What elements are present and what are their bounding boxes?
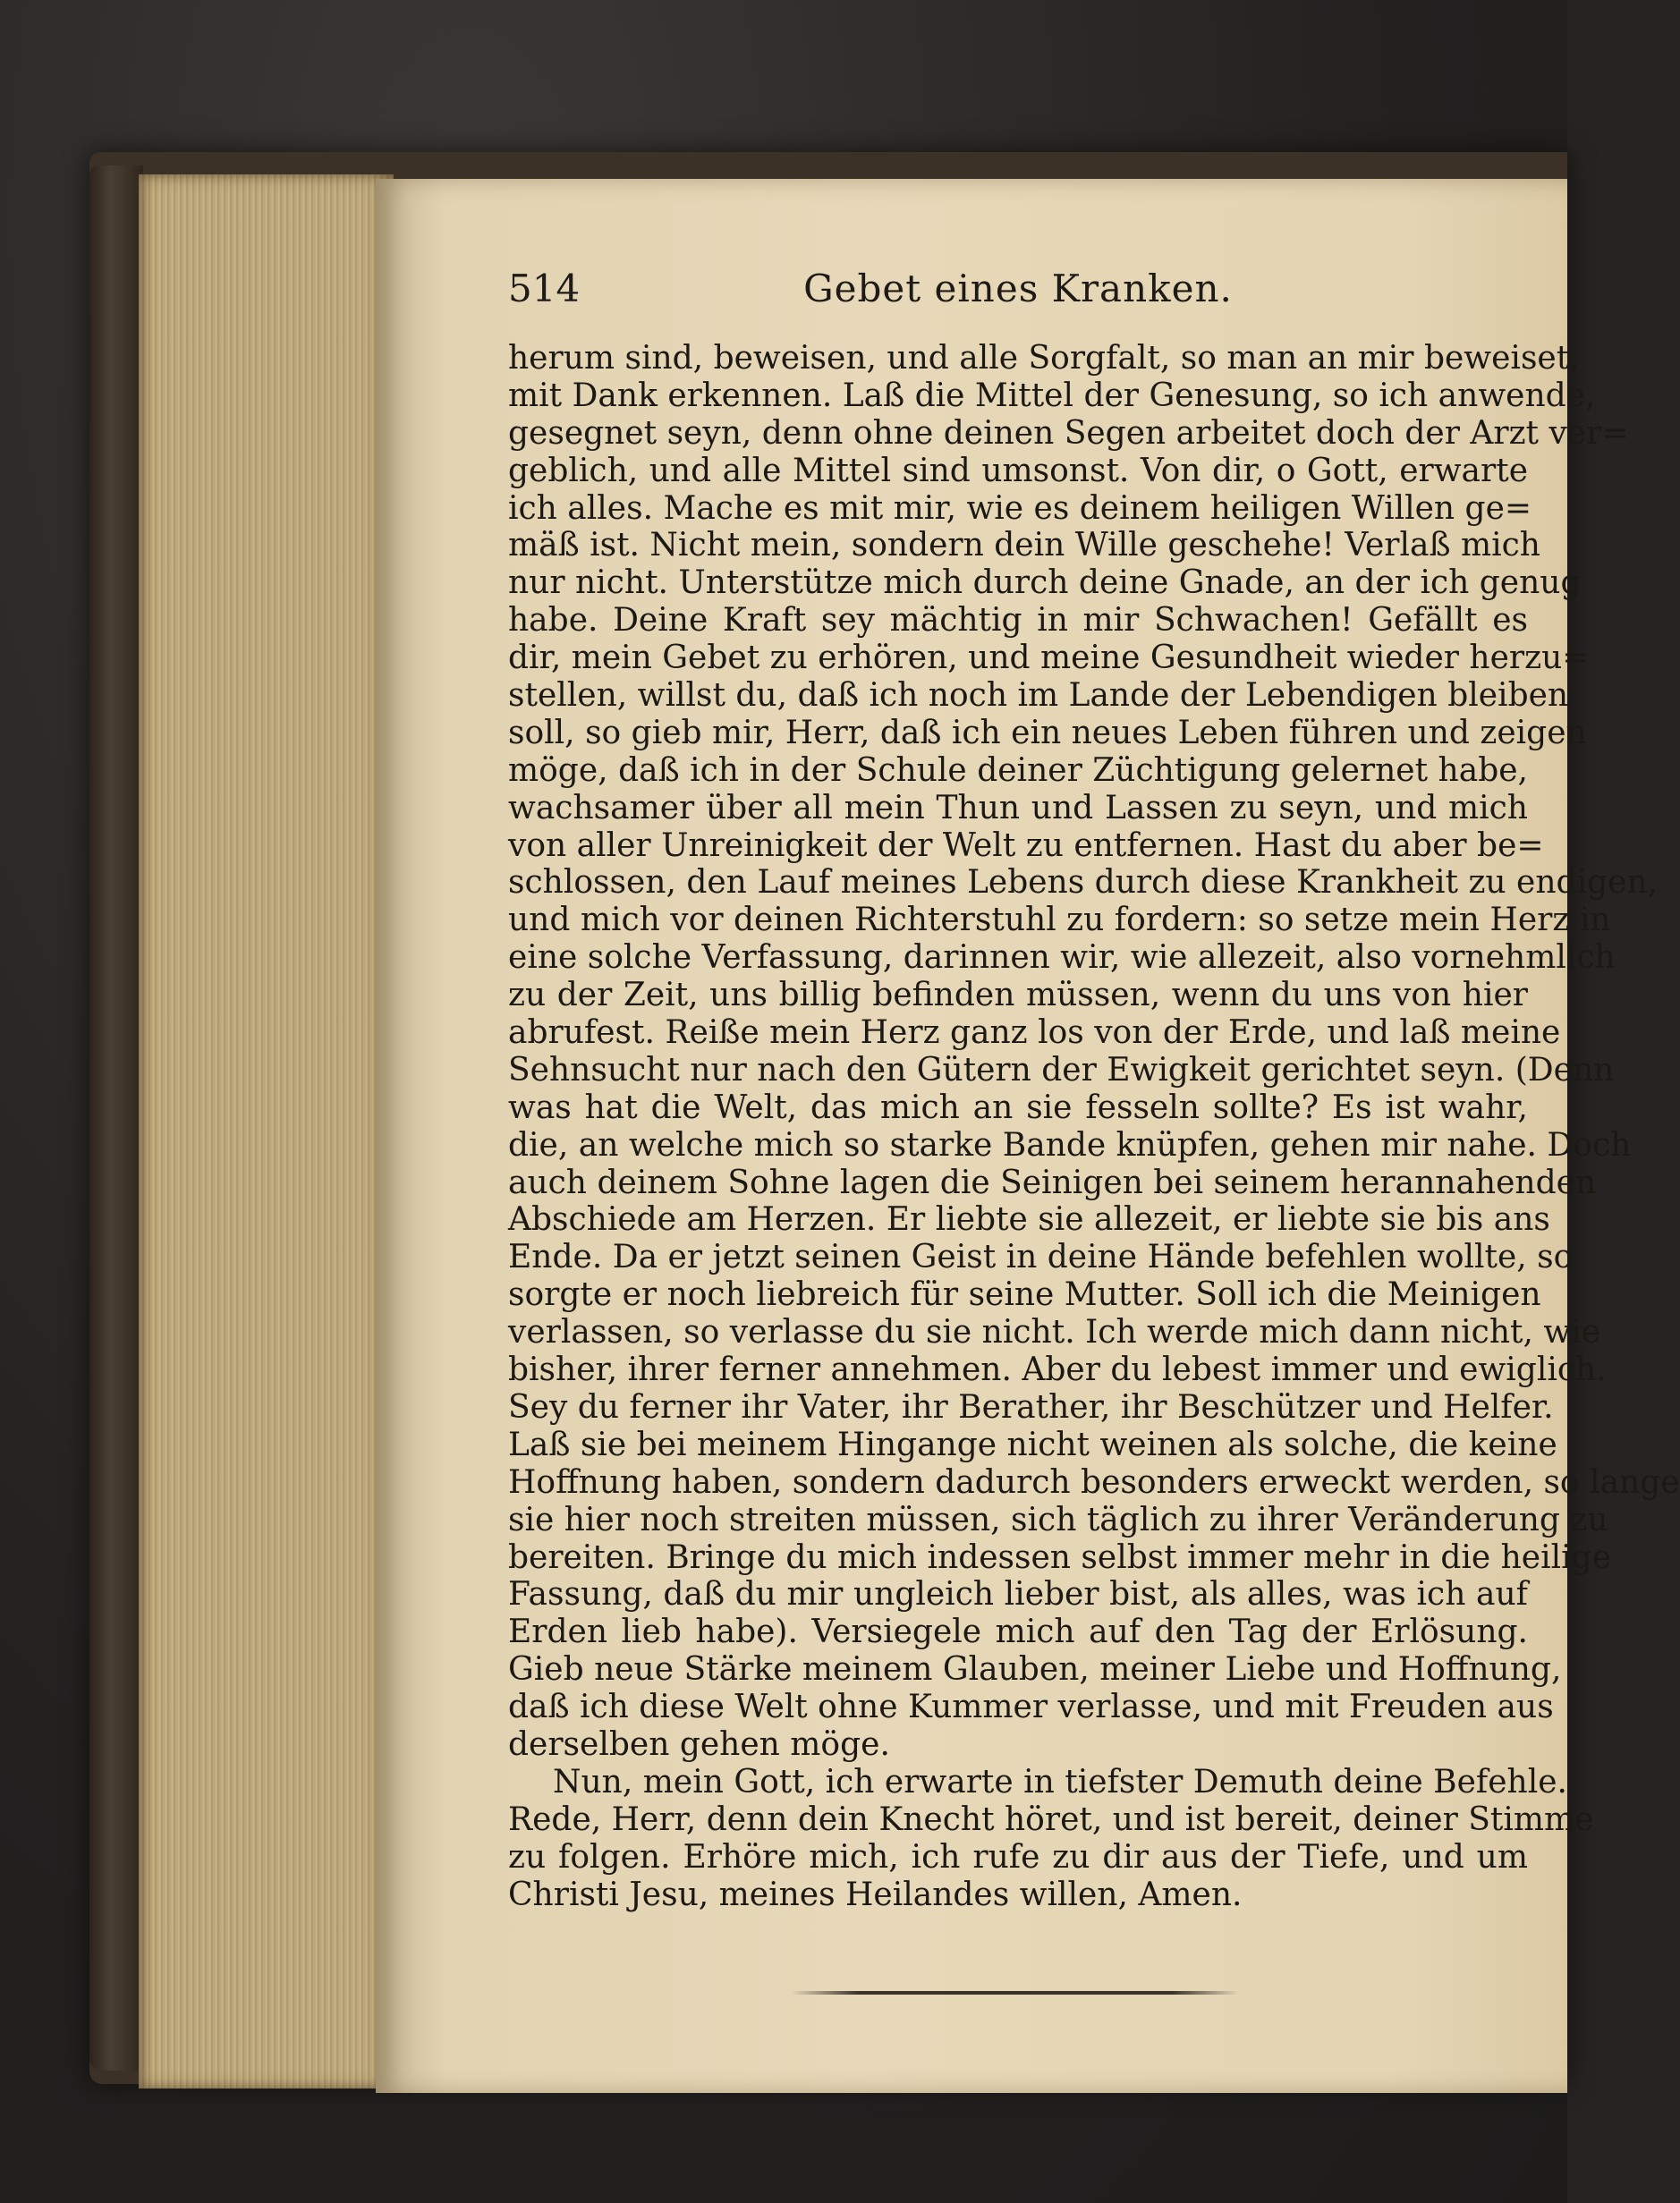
text-line: die, an welche mich so starke Bande knüpfen, gehen mir nahe. Doch [508,1126,1632,1164]
text-line: Sehnsucht nur nach den Gütern der Ewigkeit gerichtet seyn. (Denn [508,1051,1615,1089]
text-line: eine solche Verfassung, darinnen wir, wie allezeit, also vornehmlich [508,939,1616,977]
text-line: mit Dank erkennen. Laß die Mittel der Genesung, so ich anwende, [508,377,1596,414]
text-line: zu der Zeit, uns billig befinden müssen, wenn du uns von hier [508,977,1528,1014]
running-head: Gebet eines Kranken. [803,267,1233,310]
text-line: möge, daß ich in der Schule deiner Züchtigung gelernet habe, [508,751,1528,789]
paragraph [508,1763,1594,1914]
text-line: nur nicht. Unterstütze mich durch deine Gnade, an der ich genug [508,564,1582,602]
paragraph [508,340,1680,1764]
text-line: schlossen, den Lauf meines Lebens durch diese Krankheit zu endigen, [508,864,1659,902]
text-line: was hat die Welt, das mich an sie fesseln sollte? Es ist wahr, [508,1089,1528,1126]
text-line: sorgte er noch liebreich für seine Mutter. Soll ich die Meinigen [508,1276,1541,1314]
text-line: zu folgen. Erhöre mich, ich rufe zu dir aus der Tiefe, und um [508,1838,1528,1876]
page-edges [139,174,394,2089]
text-line: auch deinem Sohne lagen die Seinigen bei seinem herannahenden [508,1164,1597,1201]
book-cover-edge [89,165,143,2071]
text-line: geblich, und alle Mittel sind umsonst. Von dir, o Gott, erwarte [508,452,1528,489]
text-line: und mich vor deinen Richterstuhl zu fordern: so setze mein Herz in [508,902,1611,939]
page-header [508,267,1528,320]
text-line: Hoffnung haben, sondern dadurch besonders erweckt werden, so lange [508,1463,1680,1501]
text-line: herum sind, beweisen, und alle Sorgfalt, so man an mir beweiset, [508,340,1580,377]
text-line: habe. Deine Kraft sey mächtig in mir Schwachen! Gefällt es [508,602,1528,640]
text-line: Abschiede am Herzen. Er liebte sie allezeit, er liebte sie bis ans [508,1201,1550,1239]
end-rule [792,1991,1239,1995]
body-text [508,340,1680,1913]
text-line: daß ich diese Welt ohne Kummer verlasse, und mit Freuden aus [508,1689,1554,1726]
text-line: ich alles. Mache es mit mir, wie es deinem heiligen Willen ge= [508,489,1532,527]
text-line: bisher, ihrer ferner annehmen. Aber du lebest immer und ewiglich. [508,1351,1607,1389]
text-line: Sey du ferner ihr Vater, ihr Berather, ihr Beschützer und Helfer. [508,1388,1554,1426]
text-line: Gieb neue Stärke meinem Glauben, meiner Liebe und Hoffnung, [508,1651,1562,1689]
text-line: mäß ist. Nicht mein, sondern dein Wille geschehe! Verlaß mich [508,527,1540,564]
text-line: Fassung, daß du mir ungleich lieber bist, als alles, was ich auf [508,1576,1528,1614]
text-line: Ende. Da er jetzt seinen Geist in deine Hände befehlen wollte, so [508,1239,1574,1276]
text-line: Erden lieb habe). Versiegele mich auf den Tag der Erlösung. [508,1614,1528,1651]
text-line: Rede, Herr, denn dein Knecht höret, und ist bereit, deiner Stimme [508,1801,1594,1838]
page-number: 514 [508,267,581,310]
text-line: Laß sie bei meinem Hingange nicht weinen als solche, die keine [508,1426,1557,1463]
text-line: Nun, mein Gott, ich erwarte in tiefster Demuth deine Befehle. [553,1763,1567,1801]
text-line: wachsamer über all mein Thun und Lassen zu seyn, und mich [508,789,1528,826]
text-line: bereiten. Bringe du mich indessen selbst immer mehr in die heilige [508,1538,1611,1576]
text-line: soll, so gieb mir, Herr, daß ich ein neues Leben führen und zeigen [508,714,1587,751]
text-line: stellen, willst du, daß ich noch im Lande der Lebendigen bleiben [508,677,1569,715]
text-line: sie hier noch streiten müssen, sich täglich zu ihrer Veränderung zu [508,1501,1608,1538]
text-line: verlassen, so verlasse du sie nicht. Ich werde mich dann nicht, wie [508,1314,1601,1351]
text-line: von aller Unreinigkeit der Welt zu entfernen. Hast du aber be= [508,826,1544,864]
text-line: gesegnet seyn, denn ohne deinen Segen arbeitet doch der Arzt ver= [508,414,1629,452]
text-line: Christi Jesu, meines Heilandes willen, Amen. [508,1876,1243,1913]
text-line: dir, mein Gebet zu erhören, und meine Gesundheit wieder herzu= [508,640,1590,677]
text-line: derselben gehen möge. [508,1725,890,1763]
text-line: abrufest. Reiße mein Herz ganz los von der Erde, und laß meine [508,1014,1561,1052]
